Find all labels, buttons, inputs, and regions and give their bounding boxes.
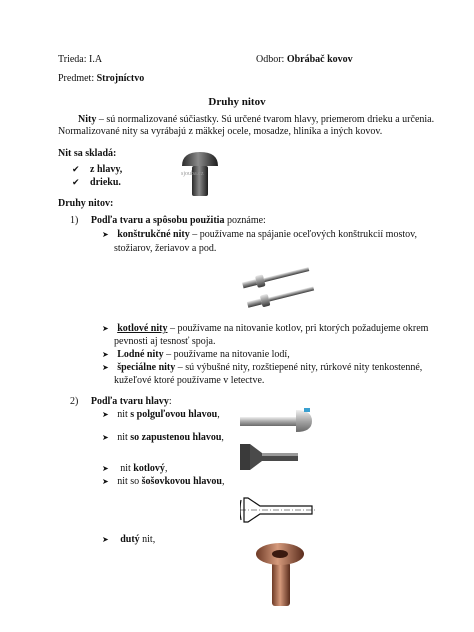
list-item: ➤ špeciálne nity – sú výbušné nity, rozštiepené nity, rúrkové nity tenkostenné, [102, 362, 423, 373]
arrow-bullet-icon: ➤ [102, 433, 109, 442]
field-info [256, 54, 353, 65]
list-item: ➤ Lodné nity – používame na nitovanie lodí, [102, 349, 290, 360]
list-item: ➤ nit s polguľovou hlavou, [102, 409, 220, 420]
hollow-rivet-image [250, 540, 310, 610]
section-2-heading: 2) Podľa tvaru hlavy: [70, 396, 172, 407]
list-item: ➤ nit so šošovkovou hlavou, [102, 476, 225, 487]
intro-term: Nity [78, 114, 97, 125]
class-value: I.A [89, 54, 103, 65]
page-title: Druhy nitov [208, 96, 266, 108]
section-1-heading: 1) Podľa tvaru a spôsobu použitia poznáme: [70, 215, 266, 226]
arrow-bullet-icon: ➤ [102, 535, 109, 544]
semi-round-head-rivet-image [240, 408, 316, 432]
arrow-bullet-icon: ➤ [102, 410, 109, 419]
list-item: ➤ kotlové nity – používame na nitovanie kotlov, pri ktorých požadujeme okrem [102, 323, 429, 334]
types-heading: Druhy nitov: [58, 198, 114, 209]
check-icon: ✔ [72, 165, 80, 175]
list-item: ➤ konštrukčné nity – používame na spájanie oceľových konštrukcií mostov, [102, 229, 417, 240]
field-value: Obrábač kovov [286, 54, 353, 65]
arrow-bullet-icon: ➤ [102, 324, 109, 333]
field-label: Odbor: [256, 54, 285, 65]
arrow-bullet-icon: ➤ [102, 350, 109, 359]
blind-rivets-image [240, 262, 316, 310]
arrow-bullet-icon: ➤ [102, 464, 109, 473]
parts-heading: Nit sa skladá: [58, 148, 117, 159]
check-icon: ✔ [72, 178, 80, 188]
list-item-continuation: pevnosti aj tesnosť spoja. [114, 336, 216, 347]
watermark-text: sjouba.cz [181, 171, 204, 177]
subject-value: Strojníctvo [96, 73, 145, 84]
intro-line-1 [78, 114, 434, 125]
list-item-continuation: kužeľové ktoré používame v letectve. [114, 375, 265, 386]
list-item: ➤ dutý nit, [102, 534, 156, 545]
list-item: ➤ nit kotlový, [102, 463, 168, 474]
lens-head-rivet-drawing [240, 496, 316, 524]
class-info [58, 54, 102, 65]
arrow-bullet-icon: ➤ [102, 230, 109, 239]
subject-label: Predmet: [58, 73, 95, 84]
parts-item: ✔ z hlavy, [72, 164, 123, 175]
intro-text: – sú normalizované súčiastky. Sú určené tvarom hlavy, priemerom drieku a určenia. [96, 114, 435, 125]
class-label: Trieda: [58, 54, 87, 65]
intro-line-2: Normalizované nity sa vyrábajú z mäkkej ocele, mosadze, hliníka a iných kovov. [58, 126, 383, 137]
list-item-continuation: stožiarov, žeriavov a pod. [114, 243, 217, 254]
subject-info [58, 73, 144, 84]
list-item: ➤ nit so zapustenou hlavou, [102, 432, 224, 443]
countersunk-rivet-image [240, 440, 300, 474]
arrow-bullet-icon: ➤ [102, 363, 109, 372]
arrow-bullet-icon: ➤ [102, 477, 109, 486]
parts-item: ✔ drieku. [72, 177, 121, 188]
